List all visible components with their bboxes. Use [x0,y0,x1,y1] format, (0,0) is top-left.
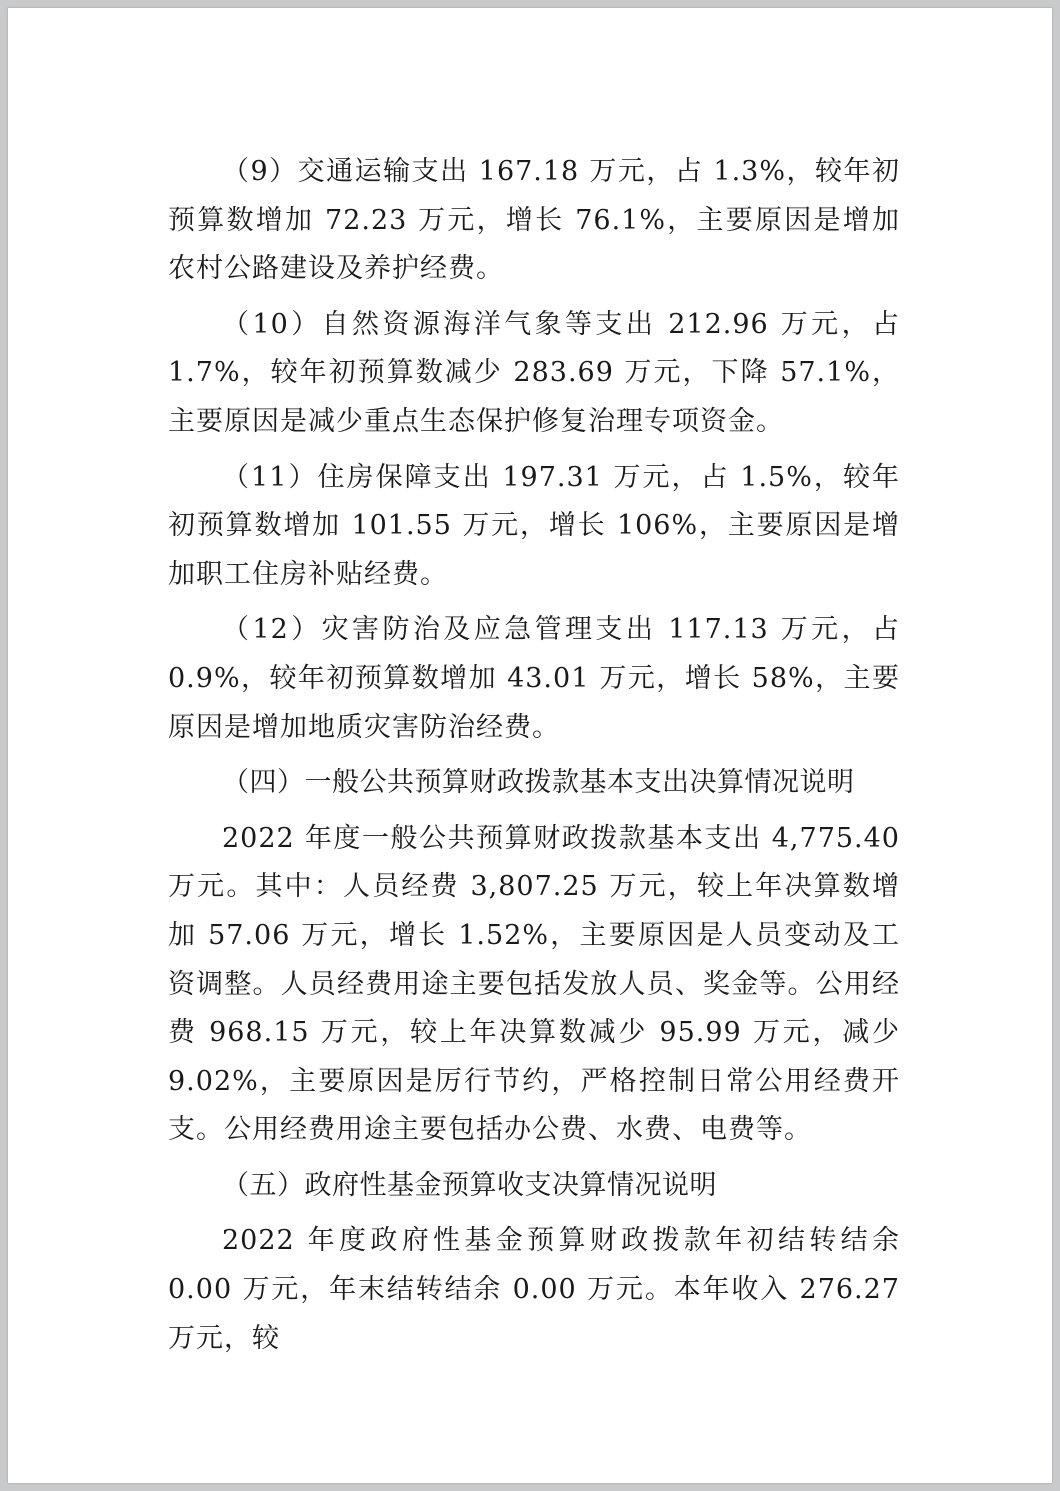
document-page [8,8,1052,1483]
document-body [168,148,900,1370]
section-heading-government-fund: （五）政府性基金预算收支决算情况说明 [222,1169,717,1201]
paragraph-housing-expenditure: （11）住房保障支出 197.31 万元，占 1.5%，较年初预算数增加 101.55 万元，增长 106%，主要原因是增加职工住房补贴经费。 [168,461,900,590]
paragraph-disaster-prevention-expenditure: （12）灾害防治及应急管理支出 117.13 万元，占 0.9%，较年初预算数增加 43.01 万元，增长 58%，主要原因是增加地质灾害防治经费。 [168,614,900,743]
paragraph-transport-expenditure: （9）交通运输支出 167.18 万元，占 1.3%，较年初预算数增加 72.23 万元，增长 76.1%，主要原因是增加农村公路建设及养护经费。 [168,156,900,285]
paragraph-basic-expenditure: 2022 年度一般公共预算财政拨款基本支出 4,775.40 万元。其中：人员经费 3,807.25 万元，较上年决算数增加 57.06 万元，增长 1.52%，主要原因是人员变动及工资调整。人员经费用途主要包括发放人员、奖金等。公用经费 968.15 万元，较上年决算数减少 95.99 万元，减少 9.02%，主要原因是厉行节约，严格控制日常公用经费开支。公用经费用途主要包括办公费、水费、电费等。 [168,822,900,1146]
paragraph-natural-resources-expenditure: （10）自然资源海洋气象等支出 212.96 万元，占 1.7%，较年初预算数减少 283.69 万元，下降 57.1%，主要原因是减少重点生态保护修复治理专项资金。 [168,308,900,437]
paragraph-government-fund: 2022 年度政府性基金预算财政拨款年初结转结余 0.00 万元，年末结转结余 0.00 万元。本年收入 276.27 万元，较 [168,1225,900,1354]
section-heading-basic-expenditure: （四）一般公共预算财政拨款基本支出决算情况说明 [222,767,855,799]
